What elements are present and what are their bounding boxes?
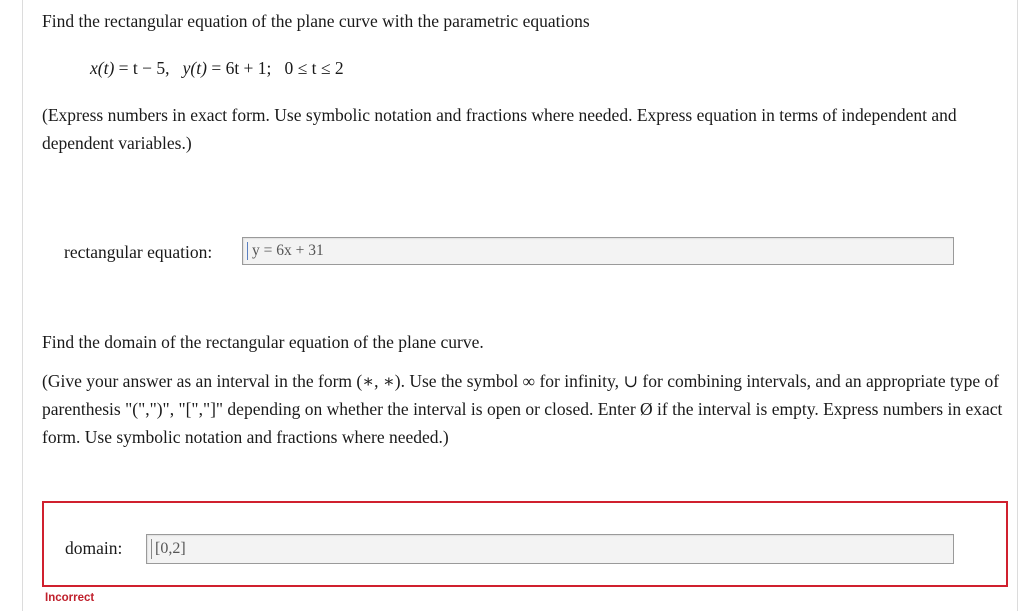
- y-rhs: = 6t + 1;: [206, 58, 272, 78]
- x-rhs: = t − 5,: [114, 58, 170, 78]
- domain-label: domain:: [65, 538, 123, 558]
- domain-prompt: Find the domain of the rectangular equation of the plane curve.: [42, 332, 484, 352]
- parameter-range: 0 ≤ t ≤ 2: [284, 58, 344, 78]
- domain-instructions: (Give your answer as an interval in the form (∗, ∗). Use the symbol ∞ for infinity, ∪ for combining intervals, and an appropriate type of parenthesis "(",")", "[","]" depending on whether the interval is open or closed. Enter Ø if the interval is empty. Express numbers in exact form. Use symbolic notation and fractions where needed.): [42, 371, 1003, 447]
- input-caret: [247, 242, 248, 260]
- input-caret: [151, 539, 152, 559]
- x-lhs: x(t): [90, 58, 115, 78]
- equation-instructions: (Express numbers in exact form. Use symbolic notation and fractions where needed. Express equation in terms of independent and dependent variables.): [42, 105, 957, 153]
- rect-equation-row: [64, 237, 212, 267]
- domain-value: [0,2]: [155, 540, 186, 557]
- parametric-equations: [90, 56, 344, 80]
- rect-equation-input[interactable]: [242, 237, 954, 265]
- incorrect-status: Incorrect: [45, 592, 95, 604]
- rect-equation-label: rectangular equation:: [64, 241, 213, 262]
- rect-equation-value: y = 6x + 31: [252, 242, 324, 259]
- domain-input[interactable]: [146, 534, 954, 564]
- y-lhs: y(t): [182, 58, 207, 78]
- question-prompt: Find the rectangular equation of the plane curve with the parametric equations: [42, 11, 590, 31]
